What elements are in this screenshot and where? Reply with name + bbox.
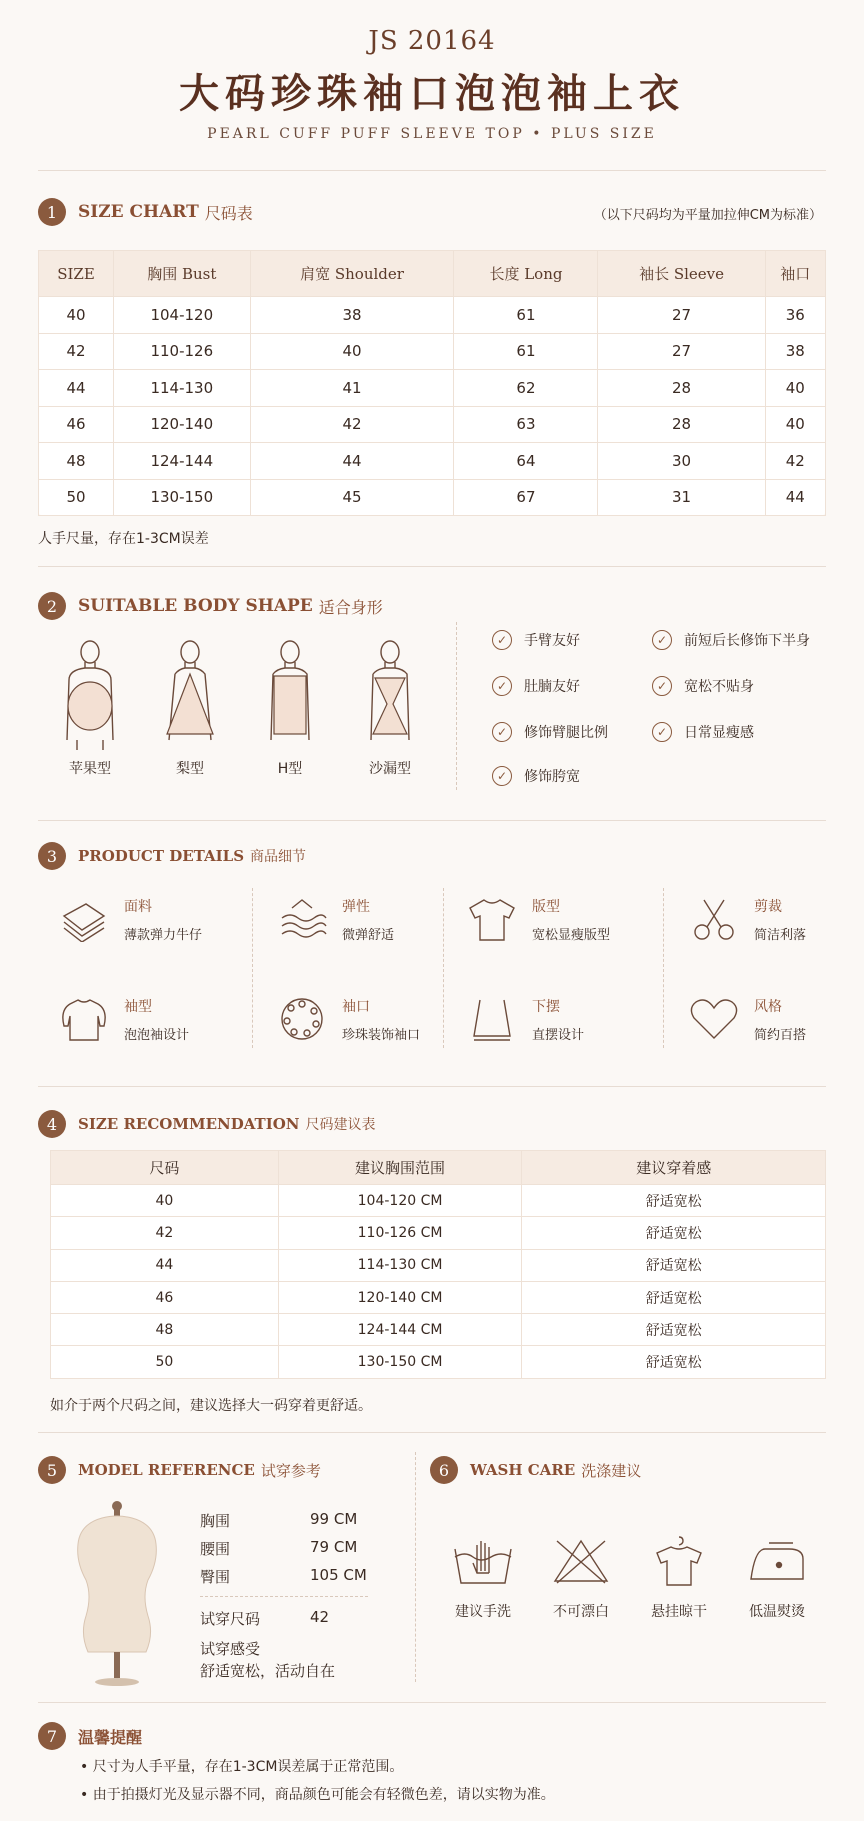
measure-value: 舒适宽松，活动自在	[200, 1662, 336, 1680]
shape-label: 梨型	[176, 761, 204, 777]
page-header	[0, 0, 864, 170]
section-number: 7	[38, 1722, 66, 1750]
divider-vertical	[252, 888, 253, 1048]
detail-title: 袖型	[124, 999, 152, 1015]
divider	[38, 170, 826, 171]
table-cell: 舒适宽松	[522, 1346, 826, 1378]
feature-label: 宽松不贴身	[684, 679, 754, 695]
detail-desc: 简约百搭	[754, 1028, 807, 1043]
table-cell: 舒适宽松	[522, 1217, 826, 1249]
table-cell: 40	[51, 1185, 279, 1217]
section-body-shape-title	[38, 592, 383, 620]
divider	[200, 1596, 368, 1597]
wash-low-iron	[732, 1535, 822, 1621]
table-cell: 46	[39, 406, 114, 443]
no-bleach-icon	[549, 1535, 613, 1587]
detail-title: 版型	[532, 899, 560, 915]
body-shape-hourglass	[345, 640, 435, 778]
size-between-note: 如介于两个尺码之间，建议选择大一码穿着更舒适。	[50, 1398, 372, 1414]
wash-label: 不可漂白	[553, 1604, 609, 1620]
table-cell: 124-144	[114, 443, 251, 480]
detail-title: 剪裁	[754, 899, 782, 915]
column-header: 胸围 Bust	[114, 251, 251, 297]
divider-vertical	[663, 888, 664, 1048]
divider-vertical	[415, 1452, 416, 1682]
table-cell: 28	[598, 370, 765, 407]
table-cell: 舒适宽松	[522, 1314, 826, 1346]
table-cell: 67	[454, 479, 598, 516]
table-cell: 48	[51, 1314, 279, 1346]
product-code: JS 20164	[368, 26, 496, 56]
divider-vertical	[443, 888, 444, 1048]
section-number: 4	[38, 1110, 66, 1138]
column-header: 肩宽 Shoulder	[250, 251, 454, 297]
table-row	[51, 1314, 826, 1346]
section-title-en: SIZE RECOMMENDATION	[78, 1115, 300, 1133]
body-shape-apple	[45, 640, 135, 778]
measure-key: 臀围	[200, 1568, 231, 1586]
section-title-en: MODEL REFERENCE	[78, 1461, 255, 1479]
measure-value: 105 CM	[310, 1566, 367, 1584]
table-cell: 61	[454, 297, 598, 334]
table-row	[39, 479, 826, 516]
check-icon: ✓	[492, 766, 512, 786]
table-cell: 61	[454, 333, 598, 370]
table-row	[39, 297, 826, 334]
check-icon: ✓	[492, 630, 512, 650]
column-header: 袖长 Sleeve	[598, 251, 765, 297]
feature-item	[492, 722, 608, 742]
model-measure-row	[200, 1538, 357, 1559]
scissors-icon	[688, 896, 740, 942]
table-cell: 120-140 CM	[278, 1281, 522, 1313]
feature-item	[652, 630, 810, 650]
section-wash-care-title	[430, 1456, 641, 1484]
table-row	[39, 370, 826, 407]
table-cell: 44	[51, 1249, 279, 1281]
section-model-reference-title	[38, 1456, 321, 1484]
detail-desc: 宽松显瘦版型	[532, 928, 611, 943]
table-cell: 40	[765, 406, 825, 443]
stretch-icon	[276, 896, 328, 942]
table-row	[51, 1249, 826, 1281]
check-icon: ✓	[492, 676, 512, 696]
table-cell: 124-144 CM	[278, 1314, 522, 1346]
section-title-cn: 洗涤建议	[581, 1461, 642, 1480]
table-cell: 114-130 CM	[278, 1249, 522, 1281]
size-chart-table	[38, 250, 826, 516]
column-header: 袖口	[765, 251, 825, 297]
table-cell: 120-140	[114, 406, 251, 443]
divider	[38, 1432, 826, 1433]
column-header: 建议胸围范围	[278, 1151, 522, 1185]
check-icon: ✓	[492, 722, 512, 742]
section-product-details-title	[38, 842, 306, 870]
table-row	[51, 1281, 826, 1313]
table-cell: 27	[598, 297, 765, 334]
detail-stretch	[276, 896, 394, 943]
shape-label: H型	[277, 761, 303, 777]
section-title-en: SIZE CHART	[78, 202, 199, 222]
table-cell: 110-126 CM	[278, 1217, 522, 1249]
column-header: 长度 Long	[454, 251, 598, 297]
table-cell: 114-130	[114, 370, 251, 407]
h-body-icon	[255, 640, 325, 750]
divider	[38, 566, 826, 567]
hang-dry-icon	[647, 1535, 711, 1587]
body-shape-h	[245, 640, 335, 778]
wash-label: 低温熨烫	[749, 1604, 805, 1620]
detail-cuff	[276, 996, 420, 1043]
table-row	[39, 443, 826, 480]
heart-icon	[688, 996, 740, 1042]
divider	[38, 820, 826, 821]
mannequin-icon	[62, 1500, 172, 1690]
feature-item	[492, 766, 580, 786]
hem-icon	[466, 996, 518, 1042]
section-title-en: PRODUCT DETAILS	[78, 847, 245, 865]
section-number: 2	[38, 592, 66, 620]
detail-title: 下摆	[532, 999, 560, 1015]
table-cell: 63	[454, 406, 598, 443]
measure-key: 试穿感受	[200, 1640, 261, 1658]
table-cell: 41	[250, 370, 454, 407]
low-iron-icon	[745, 1535, 809, 1587]
section-title-cn: 温馨提醒	[78, 1727, 143, 1747]
table-cell: 50	[51, 1346, 279, 1378]
tshirt-icon	[466, 896, 518, 942]
section-title-cn: 适合身形	[318, 597, 383, 617]
shape-label: 苹果型	[69, 761, 111, 777]
detail-desc: 微弹舒适	[342, 928, 395, 943]
section-title-cn: 试穿参考	[260, 1461, 321, 1480]
detail-title: 弹性	[342, 899, 370, 915]
table-cell: 45	[250, 479, 454, 516]
section-number: 1	[38, 198, 66, 226]
table-cell: 46	[51, 1281, 279, 1313]
model-measure-row	[200, 1566, 367, 1587]
sleeve-icon	[58, 996, 110, 1042]
section-title-en: SUITABLE BODY SHAPE	[78, 596, 313, 616]
detail-title: 面料	[124, 899, 152, 915]
detail-desc: 简洁利落	[754, 928, 807, 943]
detail-style	[688, 996, 806, 1043]
table-cell: 28	[598, 406, 765, 443]
check-icon: ✓	[652, 676, 672, 696]
table-cell: 38	[765, 333, 825, 370]
section-title-cn: 尺码表	[204, 203, 253, 223]
wash-label: 悬挂晾干	[651, 1604, 707, 1620]
section-title-en: WASH CARE	[470, 1461, 576, 1479]
section-reminder-title	[38, 1722, 142, 1750]
measure-key: 腰围	[200, 1540, 231, 1558]
table-cell: 舒适宽松	[522, 1281, 826, 1313]
table-cell: 44	[39, 370, 114, 407]
measure-value: 42	[310, 1608, 330, 1626]
model-trial-size-row	[200, 1608, 329, 1629]
detail-title: 袖口	[342, 999, 370, 1015]
feature-label: 肚腩友好	[524, 679, 580, 695]
table-cell: 42	[51, 1217, 279, 1249]
table-cell: 44	[765, 479, 825, 516]
table-cell: 104-120 CM	[278, 1185, 522, 1217]
table-cell: 50	[39, 479, 114, 516]
table-cell: 44	[250, 443, 454, 480]
detail-desc: 薄款弹力牛仔	[124, 928, 203, 943]
detail-sleeve	[58, 996, 189, 1043]
measure-value: 99 CM	[310, 1510, 358, 1528]
table-row	[51, 1346, 826, 1378]
table-row	[51, 1217, 826, 1249]
table-cell: 110-126	[114, 333, 251, 370]
feature-item	[652, 676, 754, 696]
table-cell: 104-120	[114, 297, 251, 334]
measure-key: 胸围	[200, 1512, 231, 1530]
column-header: 建议穿着感	[522, 1151, 826, 1185]
hand-wash-icon	[451, 1535, 515, 1587]
measure-error-note: 人手尺量，存在1-3CM误差	[38, 531, 209, 547]
table-cell: 40	[765, 370, 825, 407]
section-number: 6	[430, 1456, 458, 1484]
column-header: SIZE	[39, 251, 114, 297]
page-subtitle: PEARL CUFF PUFF SLEEVE TOP • PLUS SIZE	[207, 126, 657, 142]
feature-label: 日常显瘦感	[684, 725, 754, 741]
hourglass-body-icon	[355, 640, 425, 750]
section-size-recommendation-title	[38, 1110, 376, 1138]
table-cell: 38	[250, 297, 454, 334]
detail-fabric	[58, 896, 202, 943]
size-chart-standard-note: （以下尺码均为平量加拉伸CM为标准）	[593, 208, 822, 223]
divider	[38, 1702, 826, 1703]
table-cell: 42	[250, 406, 454, 443]
table-cell: 48	[39, 443, 114, 480]
detail-title: 风格	[754, 999, 782, 1015]
reminder-item: • 尺寸为人手平量，存在1-3CM误差属于正常范围。	[80, 1759, 404, 1775]
section-title-cn: 商品细节	[250, 849, 307, 865]
pear-body-icon	[155, 640, 225, 750]
column-header: 尺码	[51, 1151, 279, 1185]
table-cell: 42	[39, 333, 114, 370]
size-recommendation-table	[50, 1150, 826, 1379]
table-cell: 130-150	[114, 479, 251, 516]
feature-label: 前短后长修饰下半身	[684, 633, 810, 649]
detail-hem	[466, 996, 584, 1043]
measure-key: 试穿尺码	[200, 1610, 261, 1628]
detail-desc: 珍珠装饰袖口	[342, 1028, 421, 1043]
model-measure-row	[200, 1510, 357, 1531]
detail-fit	[466, 896, 610, 943]
feature-label: 修饰臂腿比例	[524, 725, 608, 741]
section-number: 5	[38, 1456, 66, 1484]
section-size-chart-title	[38, 198, 253, 226]
detail-desc: 泡泡袖设计	[124, 1028, 190, 1043]
shape-label: 沙漏型	[369, 761, 411, 777]
model-feel-value	[200, 1660, 335, 1681]
table-cell: 64	[454, 443, 598, 480]
feature-item	[652, 722, 754, 742]
detail-cut	[688, 896, 806, 943]
table-cell: 27	[598, 333, 765, 370]
wash-no-bleach	[536, 1535, 626, 1621]
fabric-icon	[58, 896, 110, 942]
divider-vertical	[456, 622, 457, 790]
wash-hang-dry	[634, 1535, 724, 1621]
wash-label: 建议手洗	[455, 1604, 511, 1620]
measure-value: 79 CM	[310, 1538, 358, 1556]
table-cell: 舒适宽松	[522, 1249, 826, 1281]
body-shape-pear	[145, 640, 235, 778]
table-cell: 36	[765, 297, 825, 334]
table-cell: 40	[250, 333, 454, 370]
feature-item	[492, 630, 580, 650]
wash-hand	[438, 1535, 528, 1621]
table-cell: 40	[39, 297, 114, 334]
table-row	[39, 406, 826, 443]
section-title-cn: 尺码建议表	[305, 1117, 376, 1133]
section-number: 3	[38, 842, 66, 870]
detail-desc: 直摆设计	[532, 1028, 585, 1043]
reminder-item: • 由于拍摄灯光及显示器不同，商品颜色可能会有轻微色差，请以实物为准。	[80, 1787, 555, 1803]
table-row	[39, 333, 826, 370]
divider	[38, 1086, 826, 1087]
feature-label: 修饰胯宽	[524, 769, 580, 785]
table-cell: 31	[598, 479, 765, 516]
pearl-icon	[276, 996, 328, 1042]
check-icon: ✓	[652, 722, 672, 742]
table-cell: 42	[765, 443, 825, 480]
feature-label: 手臂友好	[524, 633, 580, 649]
table-cell: 舒适宽松	[522, 1185, 826, 1217]
apple-body-icon	[55, 640, 125, 750]
table-row	[51, 1185, 826, 1217]
feature-item	[492, 676, 580, 696]
model-feel-label	[200, 1638, 260, 1659]
page-title: 大码珍珠袖口泡泡袖上衣	[179, 70, 685, 117]
check-icon: ✓	[652, 630, 672, 650]
table-cell: 30	[598, 443, 765, 480]
table-cell: 130-150 CM	[278, 1346, 522, 1378]
table-cell: 62	[454, 370, 598, 407]
